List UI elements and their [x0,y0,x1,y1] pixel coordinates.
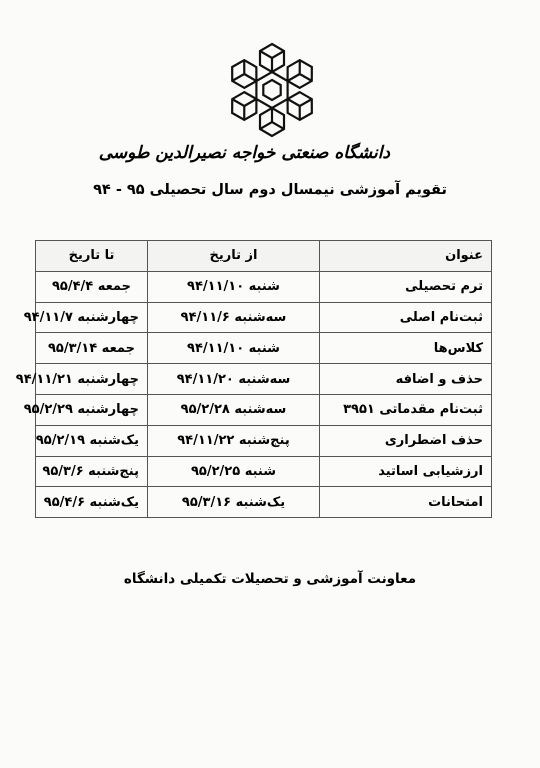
row-from-date-cell: پنج‌شنبه ۹۴/۱۱/۲۲ [148,425,320,456]
row-to-date-cell: چهارشنبه ۹۴/۱۱/۷ [36,302,148,333]
row-title-cell: ثبت‌نام مقدماتی ۳۹۵۱ [320,394,492,425]
row-to-date-cell: جمعه ۹۵/۴/۴ [36,271,148,302]
column-header-from-date: از تاریخ [148,241,320,272]
row-to-date-cell: جمعه ۹۵/۳/۱۴ [36,333,148,364]
footer-signature: معاونت آموزشی و تحصیلات تکمیلی دانشگاه [123,571,417,587]
page-title: تقویم آموزشی نیمسال دوم سال تحصیلی ۹۵ - ۹۴ [93,182,447,198]
row-from-date-cell: سه‌شنبه ۹۴/۱۱/۲۰ [148,364,320,395]
row-from-date-cell: شنبه ۹۵/۲/۲۵ [148,456,320,487]
table-row [36,487,492,518]
row-to-date-cell: یک‌شنبه ۹۵/۲/۱۹ [36,425,148,456]
row-title-cell: ترم تحصیلی [320,271,492,302]
row-to-date-cell: یک‌شنبه ۹۵/۴/۶ [36,487,148,518]
row-title-cell: امتحانات [320,487,492,518]
row-to-date-cell: چهارشنبه ۹۴/۱۱/۲۱ [36,364,148,395]
university-logo-icon [222,40,322,140]
row-title-cell: حذف اضطراری [320,425,492,456]
row-title-cell: ارزشیابی اساتید [320,456,492,487]
row-to-date-cell: چهارشنبه ۹۵/۲/۲۹ [36,394,148,425]
row-from-date-cell: شنبه ۹۴/۱۱/۱۰ [148,271,320,302]
row-from-date-cell: سه‌شنبه ۹۵/۲/۲۸ [148,394,320,425]
table-row [36,333,492,364]
row-title-cell: ثبت‌نام اصلی [320,302,492,333]
column-header-title: عنوان [320,241,492,272]
row-to-date-cell: پنج‌شنبه ۹۵/۳/۶ [36,456,148,487]
table-row [36,425,492,456]
table-row [36,394,492,425]
university-name: دانشگاه صنعتی خواجه نصیرالدین طوسی [98,143,390,163]
row-from-date-cell: سه‌شنبه ۹۴/۱۱/۶ [148,302,320,333]
table-row [36,271,492,302]
table-row [36,364,492,395]
row-from-date-cell: یک‌شنبه ۹۵/۳/۱۶ [148,487,320,518]
column-header-to-date: تا تاریخ [36,241,148,272]
row-title-cell: کلاس‌ها [320,333,492,364]
row-title-cell: حذف و اضافه [320,364,492,395]
academic-calendar-table [15,240,492,518]
row-from-date-cell: شنبه ۹۴/۱۱/۱۰ [148,333,320,364]
table-row [36,456,492,487]
table-header-row [36,241,492,272]
table-row [36,302,492,333]
